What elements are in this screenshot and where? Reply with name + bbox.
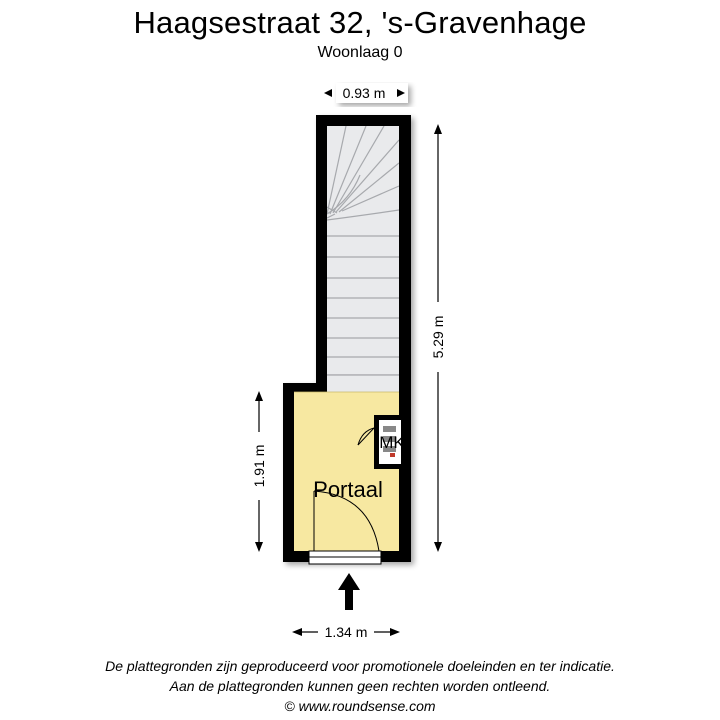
copyright-line: © www.roundsense.com bbox=[284, 698, 436, 714]
dimension-right bbox=[429, 124, 447, 552]
dimension-left bbox=[250, 391, 268, 552]
dimension-bottom bbox=[292, 623, 400, 641]
disclaimer-line-1: De plattegronden zijn geproduceerd voor promotionele doeleinden en ter indicatie. bbox=[105, 658, 615, 674]
disclaimer-line-2: Aan de plattegronden kunnen geen rechten worden ontleend. bbox=[169, 678, 551, 694]
disclaimer bbox=[0, 656, 720, 716]
page-title: Haagsestraat 32, 's-Gravenhage bbox=[133, 5, 587, 40]
dimension-top bbox=[324, 83, 408, 103]
dimension-right-label: 5.29 m bbox=[430, 315, 446, 359]
room-label-mk: MK bbox=[379, 433, 405, 452]
room-label-portaal: Portaal bbox=[313, 477, 383, 502]
arrow-up-icon bbox=[338, 573, 360, 610]
dimension-top-label: 0.93 m bbox=[342, 85, 386, 101]
dimension-bottom-label: 1.34 m bbox=[324, 624, 368, 640]
dimension-left-label: 1.91 m bbox=[251, 444, 267, 488]
floor-subtitle: Woonlaag 0 bbox=[317, 44, 403, 61]
